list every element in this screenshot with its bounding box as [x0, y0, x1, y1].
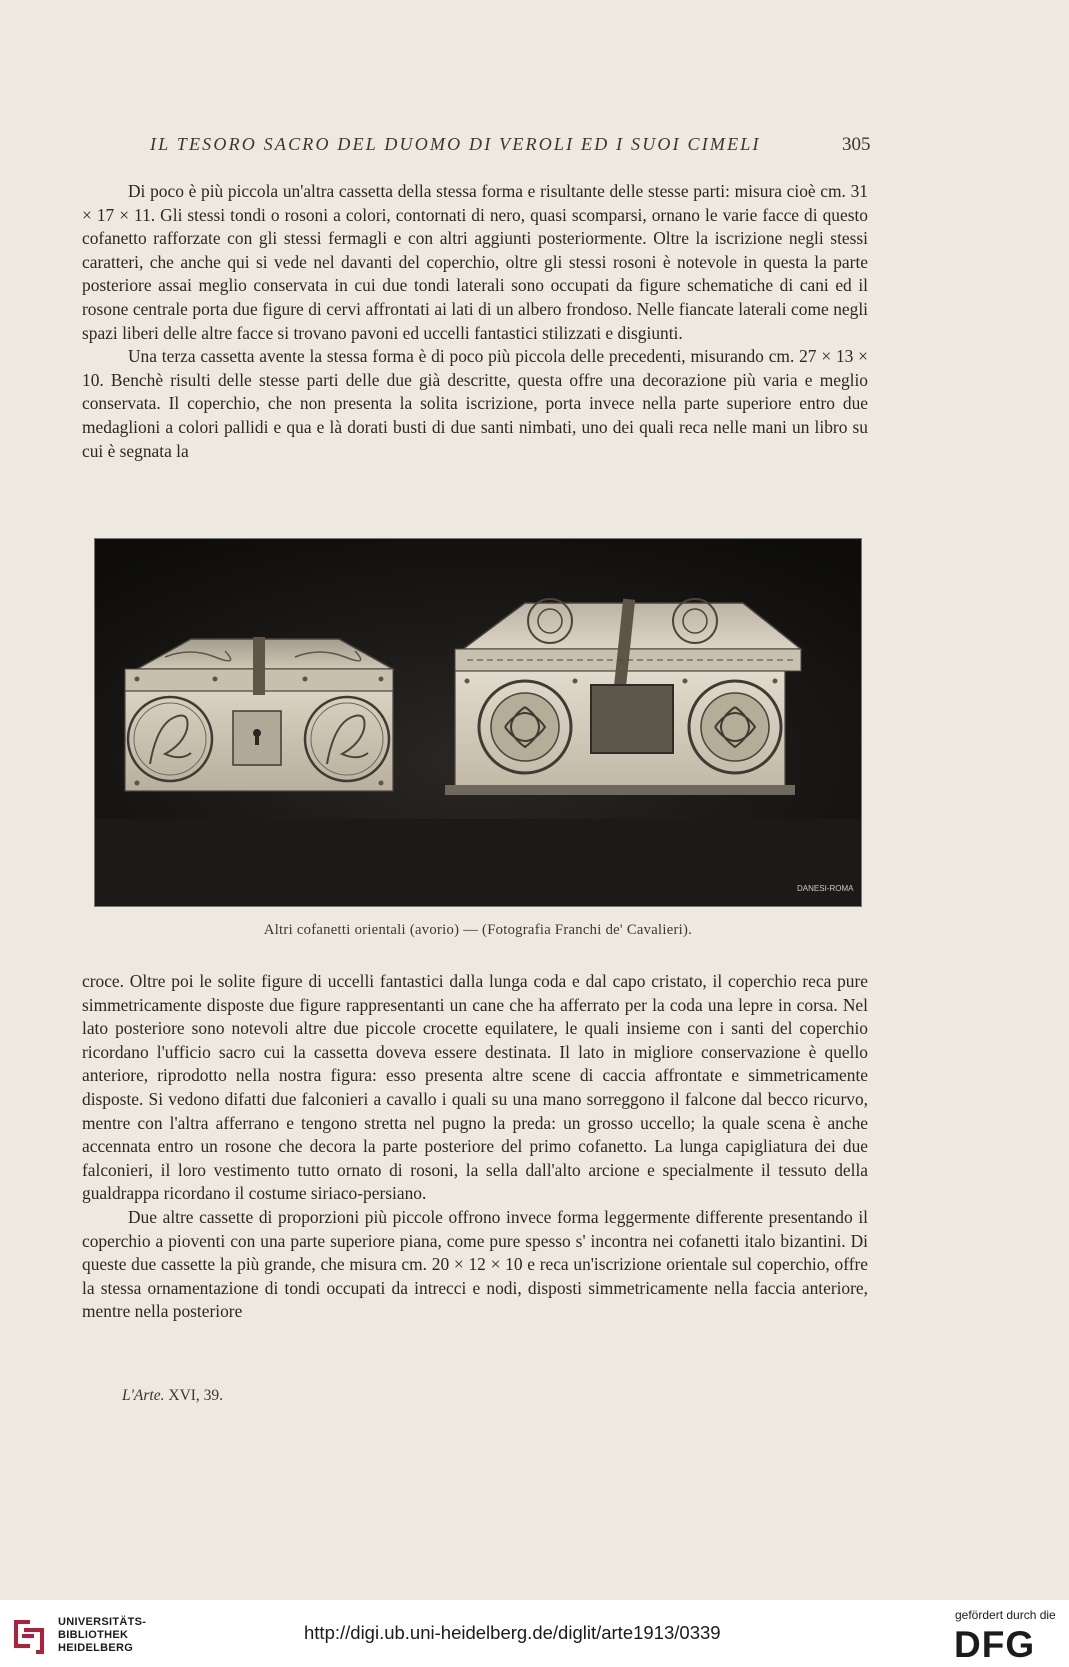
dfg-logo: DFG: [954, 1624, 1036, 1665]
library-name: [58, 1616, 146, 1655]
paragraph: Due altre cassette di proporzioni più piccole offrono invece forma leggermente differente presentando il coperchio a pioventi con una parte superiore piana, come pure spesso s' incontra nei cofanetti italo bizantini. Di queste due cassette la più grande, che misura cm. 20 × 12 × 10 e reca un'iscrizione orientale sul coperchio, offre la stessa ornamentazione di tondi occupati da intrecci e nodi, disposti simmetricamente nella faccia anteriore, mentre nella posteriore: [82, 1206, 868, 1322]
photograph-caskets: [94, 538, 862, 907]
figure-caption: Altri cofanetti orientali (avorio) — (Fotografia Franchi de' Cavalieri).: [263, 922, 693, 938]
library-name-line: BIBLIOTHEK: [58, 1629, 129, 1641]
permalink-url[interactable]: http://digi.ub.uni-heidelberg.de/diglit/arte1913/0339: [304, 1622, 721, 1643]
paragraph: croce. Oltre poi le solite figure di uccelli fantastici dalla lunga coda e dal capo cristato, il coperchio reca pure simmetricamente disposte due figure rappresentanti un cane che ha afferrato per la coda una lepre in corsa. Nel lato posteriore sono notevoli altre due piccole crocette equilatere, le quali insieme con i santi del coperchio ricordano l'ufficio sacro cui la cassetta doveva essere destinata. Il lato in migliore conservazione è quello anteriore, riprodotto nella nostra figura: esso presenta altre scene di caccia affrontate e simmetricamente disposte. Si vedono difatti due falconieri a cavallo i quali su una mano sorreggono il falcone dal becco ricurvo, mentre con l'altra afferrano e tengono stretta nel pugno la preda: un grosso uccello; la quale scena è anche accennata entro un rosone che decora la parte posteriore del primo cofanetto. La lunga capigliatura dei due falconieri, il loro vestimento tutto ornato di rosoni, la sella dall'alto arcione e specialmente il tessuto della gualdrappa ricordano il costume siriaco-persiano.: [82, 971, 868, 1204]
paragraph: Una terza cassetta avente la stessa forma è di poco più piccola delle precedenti, misurando cm. 27 × 13 × 10. Benchè risulti delle stesse parti delle due già descritte, questa offre una decorazione più varia e meglio conservata. Il coperchio, che non presenta la solita iscrizione, porta invece nella parte superiore entro due medaglioni a colori pallidi e qua e là dorati busti di due santi nimbati, uno dei quali reca nelle mani un libro su cui è segnata la: [82, 346, 868, 461]
paragraph: Di poco è più piccola un'altra cassetta della stessa forma e risultante delle stesse parti: misura cioè cm. 31 × 17 × 11. Gli stessi tondi o rosoni a colori, contornati di nero, quasi scomparsi, ornano le varie facce di questo cofanetto rafforzate con gli stessi fermagli e con altri aggiunti posteriormente. Oltre la iscrizione negli stessi caratteri, che anche qui si vede nel davanti del coperchio, oltre gli stessi rosoni è notevole in questa la parte posteriore assai meglio conservata in cui due tondi laterali sono occupati da figure schematiche di cani ed il rosone centrale porta due figure di cervi affrontati ai lati di un albero frondoso. Nelle fiancate laterali come negli spazi liberi delle altre facce si trovano pavoni ed uccelli fantastici stilizzati e disgiunti.: [82, 181, 868, 343]
running-title: IL TESORO SACRO DEL DUOMO DI VEROLI ED I SUOI CIMELI: [150, 134, 761, 154]
library-logo-icon: [10, 1614, 50, 1658]
photo-credit: DANESI-ROMA: [797, 884, 854, 893]
page-number: 305: [842, 134, 871, 155]
library-name-line: UNIVERSITÄTS-: [58, 1616, 147, 1628]
sheet-number: XVI, 39.: [168, 1387, 224, 1404]
caskets-illustration: [95, 539, 861, 906]
body-text-bottom: [82, 970, 868, 1324]
library-name-line: HEIDELBERG: [58, 1642, 134, 1654]
digitization-footer: [0, 1600, 1069, 1667]
right-casket: [445, 599, 801, 795]
left-casket: [125, 637, 393, 791]
journal-name: L'Arte.: [122, 1387, 165, 1404]
funded-by-label: gefördert durch die: [955, 1608, 1056, 1622]
body-text-top: [82, 180, 868, 463]
signature-mark: [122, 1387, 223, 1405]
